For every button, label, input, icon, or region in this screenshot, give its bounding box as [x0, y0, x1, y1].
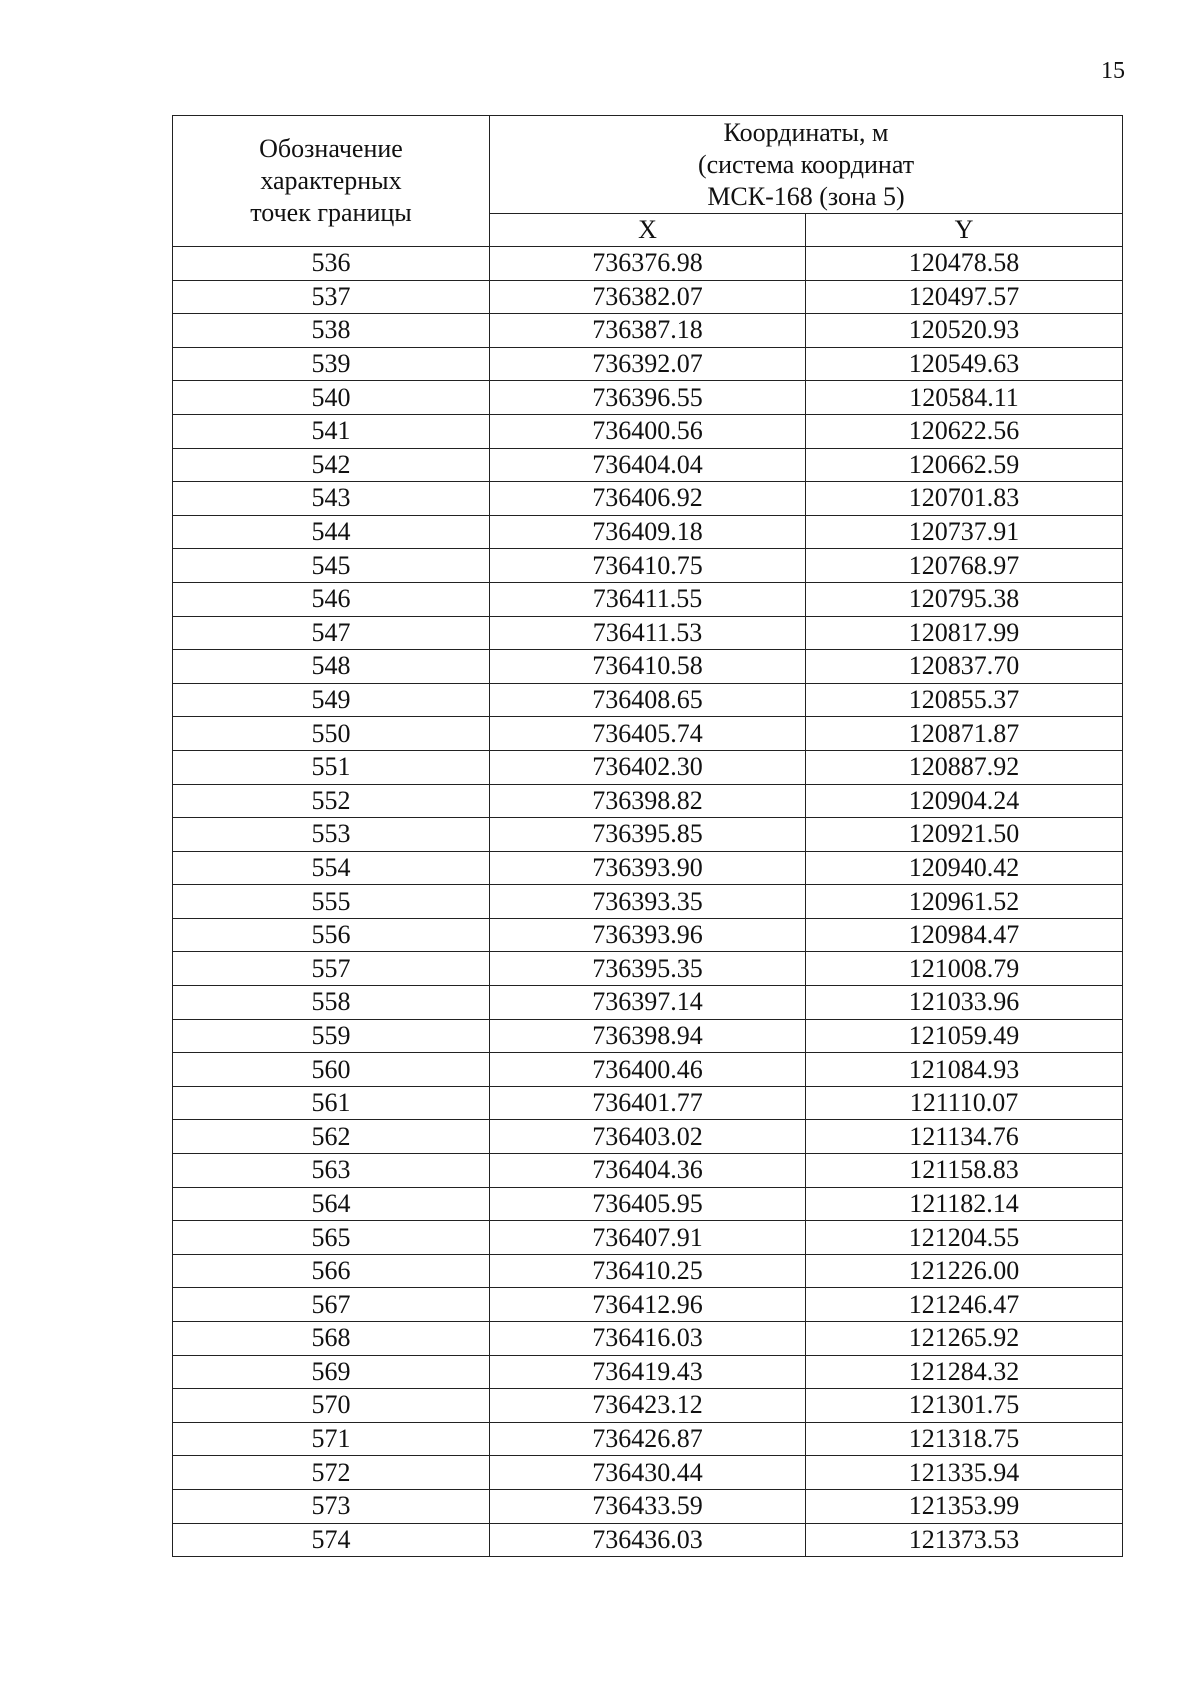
x-coordinate-cell: 736382.07 — [490, 280, 806, 314]
point-id-cell: 573 — [173, 1489, 490, 1523]
coordinates-group-header — [490, 116, 1123, 214]
point-id-cell: 560 — [173, 1053, 490, 1087]
point-id-cell: 568 — [173, 1322, 490, 1356]
header-line: МСК-168 (зона 5) — [707, 181, 905, 211]
point-id-cell: 564 — [173, 1187, 490, 1221]
point-id-cell: 572 — [173, 1456, 490, 1490]
header-line: точек границы — [250, 198, 412, 227]
point-id-cell: 548 — [173, 650, 490, 684]
x-coordinate-cell: 736400.56 — [490, 414, 806, 448]
point-id-cell: 561 — [173, 1086, 490, 1120]
table-row — [173, 1053, 1123, 1087]
x-coordinate-cell: 736387.18 — [490, 314, 806, 348]
point-id-cell: 540 — [173, 381, 490, 415]
header-line: характерных — [260, 166, 402, 195]
y-coordinate-cell: 120940.42 — [806, 851, 1123, 885]
table-row — [173, 381, 1123, 415]
table-row — [173, 515, 1123, 549]
point-designation-header — [173, 116, 490, 247]
y-coordinate-cell: 120662.59 — [806, 448, 1123, 482]
x-coordinate-cell: 736398.94 — [490, 1019, 806, 1053]
header-line: Обозначение — [259, 134, 403, 163]
table-row — [173, 448, 1123, 482]
y-coordinate-cell: 121158.83 — [806, 1154, 1123, 1188]
x-coordinate-cell: 736404.04 — [490, 448, 806, 482]
header-line: Координаты, м — [723, 117, 889, 147]
y-column-header: Y — [806, 214, 1123, 247]
x-coordinate-cell: 736412.96 — [490, 1288, 806, 1322]
point-id-cell: 555 — [173, 885, 490, 919]
y-coordinate-cell: 120520.93 — [806, 314, 1123, 348]
y-coordinate-cell: 120921.50 — [806, 818, 1123, 852]
x-coordinate-cell: 736396.55 — [490, 381, 806, 415]
point-id-cell: 542 — [173, 448, 490, 482]
point-id-cell: 569 — [173, 1355, 490, 1389]
table-row — [173, 582, 1123, 616]
table-row — [173, 1019, 1123, 1053]
x-coordinate-cell: 736403.02 — [490, 1120, 806, 1154]
table-row — [173, 549, 1123, 583]
y-coordinate-cell: 120701.83 — [806, 482, 1123, 516]
point-id-cell: 539 — [173, 347, 490, 381]
table-row — [173, 1355, 1123, 1389]
y-coordinate-cell: 121084.93 — [806, 1053, 1123, 1087]
y-coordinate-cell: 121134.76 — [806, 1120, 1123, 1154]
table-row — [173, 1456, 1123, 1490]
x-coordinate-cell: 736410.58 — [490, 650, 806, 684]
table-row — [173, 1221, 1123, 1255]
x-coordinate-cell: 736397.14 — [490, 986, 806, 1020]
y-coordinate-cell: 121373.53 — [806, 1523, 1123, 1557]
x-coordinate-cell: 736393.96 — [490, 918, 806, 952]
table-header — [173, 116, 1123, 247]
x-coordinate-cell: 736433.59 — [490, 1489, 806, 1523]
y-coordinate-cell: 120478.58 — [806, 247, 1123, 281]
x-coordinate-cell: 736416.03 — [490, 1322, 806, 1356]
table-row — [173, 414, 1123, 448]
point-id-cell: 557 — [173, 952, 490, 986]
point-id-cell: 543 — [173, 482, 490, 516]
x-coordinate-cell: 736406.92 — [490, 482, 806, 516]
x-coordinate-cell: 736376.98 — [490, 247, 806, 281]
table-body — [173, 247, 1123, 1557]
x-coordinate-cell: 736419.43 — [490, 1355, 806, 1389]
y-coordinate-cell: 121059.49 — [806, 1019, 1123, 1053]
x-coordinate-cell: 736436.03 — [490, 1523, 806, 1557]
point-id-cell: 563 — [173, 1154, 490, 1188]
table-row — [173, 717, 1123, 751]
point-id-cell: 541 — [173, 414, 490, 448]
y-coordinate-cell: 121301.75 — [806, 1389, 1123, 1423]
y-coordinate-cell: 121204.55 — [806, 1221, 1123, 1255]
x-coordinate-cell: 736392.07 — [490, 347, 806, 381]
x-coordinate-cell: 736393.90 — [490, 851, 806, 885]
x-coordinate-cell: 736409.18 — [490, 515, 806, 549]
point-id-cell: 538 — [173, 314, 490, 348]
table-row — [173, 1523, 1123, 1557]
point-id-cell: 570 — [173, 1389, 490, 1423]
table-row — [173, 1187, 1123, 1221]
x-coordinate-cell: 736410.75 — [490, 549, 806, 583]
table-row — [173, 347, 1123, 381]
table-row — [173, 1389, 1123, 1423]
table-row — [173, 616, 1123, 650]
x-coordinate-cell: 736411.55 — [490, 582, 806, 616]
point-id-cell: 553 — [173, 818, 490, 852]
y-coordinate-cell: 121318.75 — [806, 1422, 1123, 1456]
y-coordinate-cell: 120817.99 — [806, 616, 1123, 650]
table-row — [173, 482, 1123, 516]
y-coordinate-cell: 121265.92 — [806, 1322, 1123, 1356]
y-coordinate-cell: 120768.97 — [806, 549, 1123, 583]
table-row — [173, 1322, 1123, 1356]
point-id-cell: 545 — [173, 549, 490, 583]
x-coordinate-cell: 736426.87 — [490, 1422, 806, 1456]
table-row — [173, 885, 1123, 919]
y-coordinate-cell: 120984.47 — [806, 918, 1123, 952]
point-id-cell: 552 — [173, 784, 490, 818]
table-row — [173, 818, 1123, 852]
y-coordinate-cell: 120871.87 — [806, 717, 1123, 751]
table-row — [173, 750, 1123, 784]
point-id-cell: 571 — [173, 1422, 490, 1456]
table-row — [173, 1254, 1123, 1288]
table-row — [173, 986, 1123, 1020]
y-coordinate-cell: 120855.37 — [806, 683, 1123, 717]
table-row — [173, 1422, 1123, 1456]
x-coordinate-cell: 736423.12 — [490, 1389, 806, 1423]
point-id-cell: 547 — [173, 616, 490, 650]
y-coordinate-cell: 121226.00 — [806, 1254, 1123, 1288]
x-coordinate-cell: 736405.74 — [490, 717, 806, 751]
y-coordinate-cell: 120837.70 — [806, 650, 1123, 684]
point-id-cell: 544 — [173, 515, 490, 549]
y-coordinate-cell: 120795.38 — [806, 582, 1123, 616]
x-coordinate-cell: 736398.82 — [490, 784, 806, 818]
y-coordinate-cell: 120584.11 — [806, 381, 1123, 415]
y-coordinate-cell: 120622.56 — [806, 414, 1123, 448]
x-coordinate-cell: 736402.30 — [490, 750, 806, 784]
table-row — [173, 1288, 1123, 1322]
y-coordinate-cell: 121246.47 — [806, 1288, 1123, 1322]
x-coordinate-cell: 736401.77 — [490, 1086, 806, 1120]
table-row — [173, 247, 1123, 281]
x-coordinate-cell: 736395.35 — [490, 952, 806, 986]
table-row — [173, 851, 1123, 885]
y-coordinate-cell: 120737.91 — [806, 515, 1123, 549]
table-row — [173, 1489, 1123, 1523]
y-coordinate-cell: 121008.79 — [806, 952, 1123, 986]
y-coordinate-cell: 120549.63 — [806, 347, 1123, 381]
y-coordinate-cell: 121335.94 — [806, 1456, 1123, 1490]
page-number: 15 — [1101, 58, 1125, 84]
x-coordinate-cell: 736393.35 — [490, 885, 806, 919]
point-id-cell: 536 — [173, 247, 490, 281]
y-coordinate-cell: 120904.24 — [806, 784, 1123, 818]
x-coordinate-cell: 736395.85 — [490, 818, 806, 852]
table-row — [173, 314, 1123, 348]
table-row — [173, 1120, 1123, 1154]
table-row — [173, 650, 1123, 684]
x-coordinate-cell: 736408.65 — [490, 683, 806, 717]
table-row — [173, 683, 1123, 717]
point-id-cell: 550 — [173, 717, 490, 751]
x-column-header: X — [490, 214, 806, 247]
y-coordinate-cell: 121182.14 — [806, 1187, 1123, 1221]
header-line: (система координат — [697, 149, 915, 179]
point-id-cell: 549 — [173, 683, 490, 717]
point-id-cell: 554 — [173, 851, 490, 885]
table-row — [173, 280, 1123, 314]
table-row — [173, 1086, 1123, 1120]
point-id-cell: 565 — [173, 1221, 490, 1255]
point-id-cell: 537 — [173, 280, 490, 314]
y-coordinate-cell: 121284.32 — [806, 1355, 1123, 1389]
point-id-cell: 551 — [173, 750, 490, 784]
table-row — [173, 952, 1123, 986]
x-coordinate-cell: 736430.44 — [490, 1456, 806, 1490]
x-coordinate-cell: 736405.95 — [490, 1187, 806, 1221]
point-id-cell: 559 — [173, 1019, 490, 1053]
x-coordinate-cell: 736400.46 — [490, 1053, 806, 1087]
y-coordinate-cell: 120497.57 — [806, 280, 1123, 314]
x-coordinate-cell: 736411.53 — [490, 616, 806, 650]
y-coordinate-cell: 121033.96 — [806, 986, 1123, 1020]
point-id-cell: 546 — [173, 582, 490, 616]
point-id-cell: 556 — [173, 918, 490, 952]
point-id-cell: 558 — [173, 986, 490, 1020]
coordinates-table — [172, 115, 1123, 1557]
x-coordinate-cell: 736410.25 — [490, 1254, 806, 1288]
point-id-cell: 574 — [173, 1523, 490, 1557]
x-coordinate-cell: 736404.36 — [490, 1154, 806, 1188]
point-id-cell: 567 — [173, 1288, 490, 1322]
x-coordinate-cell: 736407.91 — [490, 1221, 806, 1255]
table-row — [173, 918, 1123, 952]
table-row — [173, 784, 1123, 818]
y-coordinate-cell: 121110.07 — [806, 1086, 1123, 1120]
table-row — [173, 1154, 1123, 1188]
point-id-cell: 562 — [173, 1120, 490, 1154]
y-coordinate-cell: 120961.52 — [806, 885, 1123, 919]
y-coordinate-cell: 120887.92 — [806, 750, 1123, 784]
y-coordinate-cell: 121353.99 — [806, 1489, 1123, 1523]
point-id-cell: 566 — [173, 1254, 490, 1288]
